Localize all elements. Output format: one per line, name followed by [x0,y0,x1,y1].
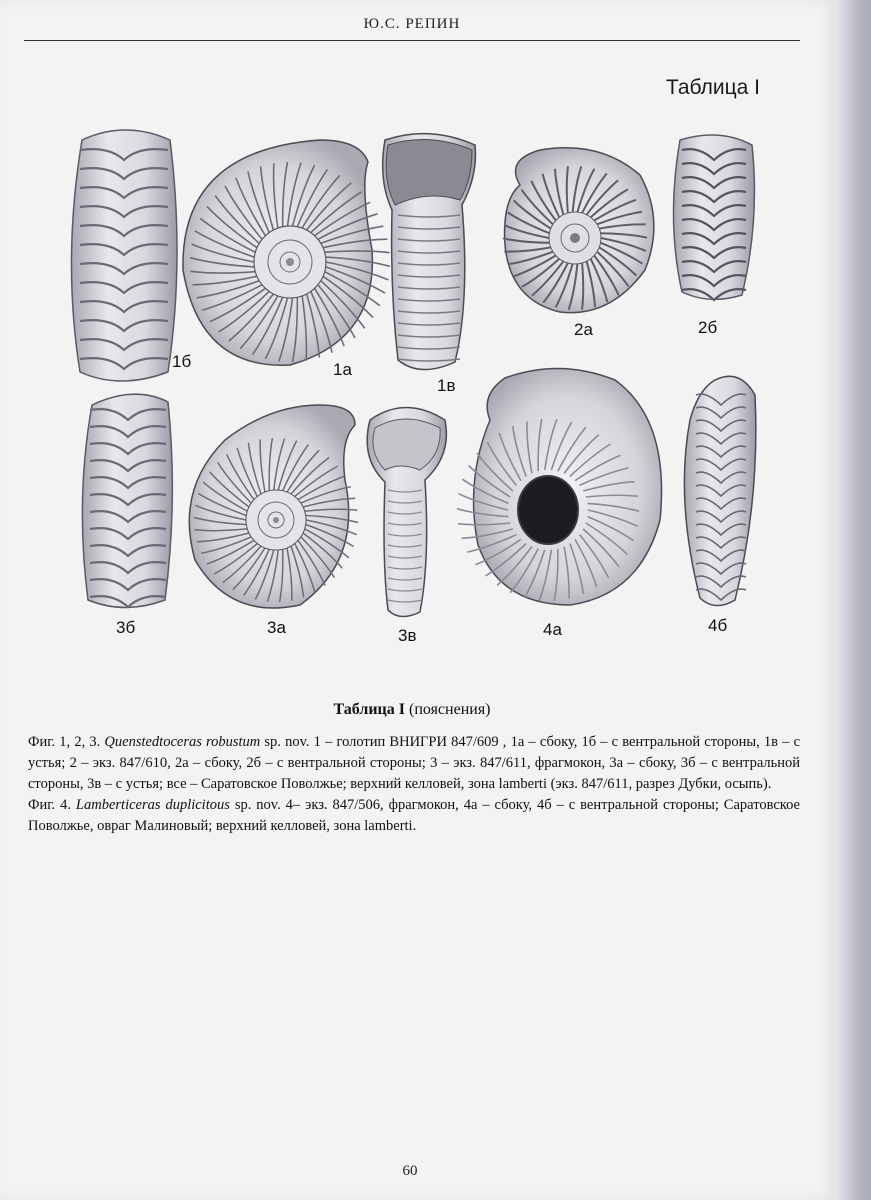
figure-label-1b: 1б [172,352,192,371]
fossil-1v-apertural [383,134,476,370]
figure-label-3b: 3б [116,618,136,637]
figure-label-1a: 1а [333,360,352,379]
fossil-4a-lateral [457,368,662,605]
figure-label-2a: 2а [574,320,593,339]
caption-fig4-text: sp. nov. 4– экз. 847/506, фрагмокон, 4а – сбоку, 4б – с вентральной стороны; Саратовское Поволжье, овраг Малиновый; верхний келловей, зона lamberti. [28,797,800,834]
page-number: 60 [402,1163,418,1179]
figure-label-3a: 3а [267,618,286,637]
caption-paragraph-fig4 [28,795,800,837]
caption-title-rest: (пояснения) [404,701,491,718]
caption-title-bold: Таблица I [333,701,405,718]
fossil-3v-apertural [367,408,446,617]
fossil-1b-ventral [71,130,177,381]
caption-fig1-text: sp. nov. 1 – голотип ВНИГРИ 847/609 , 1а – сбоку, 1б – с вентральной стороны, 1в – с устья; 2 – экз. 847/610, 2а – сбоку, 2б – с вентральной стороны; 3 – экз. 847/611, фрагмокон, 3а – сбоку, 3б – с вентральной стороны, 3в – с устья; все – Саратовское Поволжье; верхний келловей, зона lamberti (экз. 847/611, разрез Дубки, осыпь). [28,734,801,792]
plate-title: Таблица I [665,76,760,99]
fossil-3b-ventral [82,394,172,607]
caption-fig1-taxon: Quenstedtoceras robustum [104,734,261,750]
caption-fig4-taxon: Lamberticeras duplicitous [75,797,230,813]
plate-caption [28,732,800,837]
figure-label-2b: 2б [698,318,718,337]
figure-label-1v: 1в [437,376,456,395]
fossil-1a-lateral [183,140,390,365]
figure-label-4a: 4а [543,620,562,639]
caption-paragraph-fig1 [28,732,800,795]
caption-fig4-lead: Фиг. 4. [28,797,76,813]
figure-label-4b: 4б [708,616,728,635]
caption-fig1-lead: Фиг. 1, 2, 3. [28,734,105,750]
running-head-author: Ю.С. РЕПИН [363,16,461,32]
fossil-2a-lateral [503,148,654,313]
caption-title [24,701,800,719]
fossil-3a-lateral [189,405,358,608]
fossil-4b-ventral [684,376,755,605]
figure-label-3v: 3в [398,626,417,645]
fossil-2b-ventral [673,135,754,300]
page-edge-shadow [835,0,871,1200]
